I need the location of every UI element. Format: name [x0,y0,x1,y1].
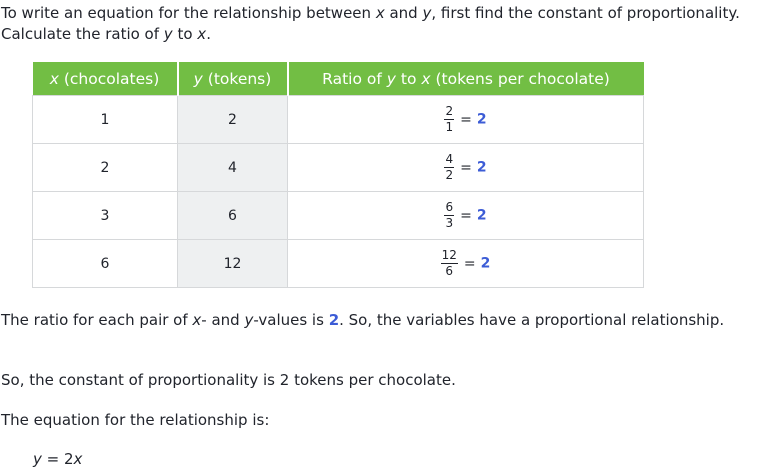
final-equation: y = 2x [33,450,83,468]
ratio-fraction [444,201,454,230]
fraction-numerator: 2 [445,104,454,118]
cell-y: 12 [178,240,288,288]
intro-text: To write an equation for the relationship between x and y, first find the constant of proportionality. Calculate the ratio of y to x. [1,4,740,43]
table-header-row [33,62,644,96]
ratio-table [32,62,644,288]
constant-value: 2 [328,311,340,329]
constant-statement: So, the constant of proportionality is 2 tokens per chocolate. [1,371,456,389]
table-row [33,144,644,192]
equals-sign: = [460,207,472,224]
table-row [33,192,644,240]
equals-sign: = [460,111,472,128]
ratio-value: 2 [476,111,487,128]
fraction-numerator: 4 [445,152,454,166]
cell-x: 1 [33,96,178,144]
ratio-value: 2 [476,207,487,224]
cell-x: 3 [33,192,178,240]
equals-sign: = [463,255,476,272]
ratio-fraction [444,153,454,182]
fraction-numerator: 12 [441,248,457,262]
table-row [33,96,644,144]
fraction-numerator: 6 [445,200,454,214]
ratio-conclusion: The ratio for each pair of x- and y-values is 2. So, the variables have a proportional relationship. [1,311,725,329]
cell-y: 2 [178,96,288,144]
fraction-denominator: 6 [445,264,454,278]
cell-x: 2 [33,144,178,192]
cell-y: 4 [178,144,288,192]
cell-y: 6 [178,192,288,240]
fraction-denominator: 1 [445,120,454,134]
cell-x: 6 [33,240,178,288]
ratio-value: 2 [476,159,487,176]
table-row [33,240,644,288]
cell-ratio [288,144,644,192]
cell-ratio [288,96,644,144]
cell-ratio [288,192,644,240]
ratio-fraction [441,249,458,278]
fraction-denominator: 2 [445,168,454,182]
equation-intro: The equation for the relationship is: [1,411,270,429]
fraction-denominator: 3 [445,216,454,230]
equals-sign: = [460,159,472,176]
header-ratio: Ratio of y to x (tokens per chocolate) [288,62,644,96]
ratio-fraction [444,105,454,134]
ratio-value: 2 [480,255,491,272]
header-x-chocolates: x (chocolates) [33,62,178,96]
cell-ratio [288,240,644,288]
header-y-tokens: y (tokens) [178,62,288,96]
